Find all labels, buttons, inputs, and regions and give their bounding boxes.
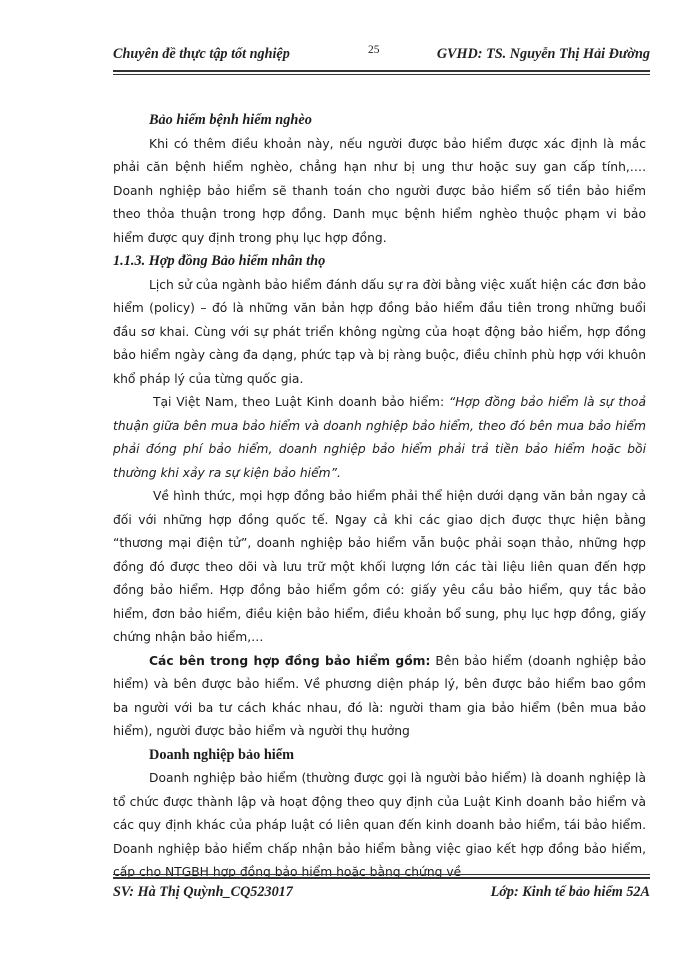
header-rule-thin — [113, 74, 650, 75]
parties-lead: Các bên trong hợp đồng bảo hiểm gồm: — [149, 653, 431, 668]
page-footer — [113, 884, 650, 904]
paragraph-parties — [113, 650, 646, 744]
page-body — [113, 109, 646, 885]
paragraph-critical-illness: Khi có thêm điều khoản này, nếu người được bảo hiểm được xác định là mắc phải căn bệnh hiểm nghèo, chẳng hạn như bị ung thư hoặc suy gan cấp tính,…. Doanh nghiệp bảo hiểm sẽ thanh toán cho người được bảo hiểm số tiền bảo hiểm theo thỏa thuận trong hợp đồng. Danh mục bệnh hiểm nghèo thuộc phạm vi bảo hiểm được quy định trong phụ lục hợp đồng. — [113, 136, 646, 245]
page-header — [113, 46, 650, 68]
parties-rest: Bên bảo hiểm (doanh nghiệp bảo hiểm) và bên được bảo hiểm. Về phương diện pháp lý, bên được bảo hiểm bao gồm ba người với ba tư cách khác nhau, đó là: người tham gia bảo hiểm (bên mua bảo hiểm), người được bảo hiểm và người thụ hưởng — [113, 653, 647, 738]
law-quote: “Hợp đồng bảo hiểm là sự thoả thuận giữa bên mua bảo hiểm và doanh nghiệp bảo hiểm, theo đó bên mua bảo hiểm phải đóng phí bảo hiểm, doanh nghiệp bảo hiểm phải trả tiền bảo hiểm hoặc bồi thường khi xảy ra sự kiện bảo hiểm”. — [113, 395, 646, 480]
page-number: 25 — [368, 44, 380, 56]
footer-class: Lớp: Kinh tế bảo hiểm 52A — [490, 884, 650, 900]
footer-student: SV: Hà Thị Quỳnh_CQ523017 — [113, 884, 293, 900]
section-heading: 1.1.3. Hợp đồng Bảo hiểm nhân thọ — [113, 253, 326, 269]
header-rule-thick — [113, 70, 650, 72]
paragraph-form: Về hình thức, mọi hợp đồng bảo hiểm phải thể hiện dưới dạng văn bản ngay cả đối với những hợp đồng quốc tế. Ngay cả khi các giao dịch được thực hiện bằng “thương mại điện tử”, doanh nghiệp bảo hiểm vẫn buộc phải soạn thảo, những hợp đồng đó được theo dõi và lưu trữ một khối lượng lớn các tài liệu liên quan đến hợp đồng bảo hiểm. Hợp đồng bảo hiểm gồm có: giấy yêu cầu bảo hiểm, quy tắc bảo hiểm, đơn bảo hiểm, điều kiện bảo hiểm, điều khoản bổ sung, phụ lục hợp đồng, giấy chứng nhận bảo hiểm,… — [113, 489, 646, 644]
paragraph-vietnam — [113, 391, 646, 485]
footer-rule-thin — [113, 874, 650, 875]
vietnam-lead: Tại Việt Nam, theo Luật Kinh doanh bảo hiểm: — [153, 395, 449, 409]
heading-insurer: Doanh nghiệp bảo hiểm — [149, 746, 294, 763]
header-advisor: GVHD: TS. Nguyễn Thị Hải Đường — [436, 46, 650, 62]
footer-rule-thick — [113, 877, 650, 879]
header-title: Chuyên đề thực tập tốt nghiệp — [113, 46, 290, 62]
paragraph-history: Lịch sử của ngành bảo hiểm đánh dấu sự ra đời bằng việc xuất hiện các đơn bảo hiểm (policy) – đó là những văn bản hợp đồng bảo hiểm đầu tiên trong những buổi đầu sơ khai. Cùng với sự phát triển không ngừng của hoạt động bảo hiểm, hợp đồng bảo hiểm ngày càng đa dạng, phức tạp và bị ràng buộc, điều chỉnh phù hợp với khuôn khổ pháp lý của từng quốc gia. — [113, 277, 646, 386]
paragraph-insurer: Doanh nghiệp bảo hiểm (thường được gọi là người bảo hiểm) là doanh nghiệp là tổ chức được thành lập và hoạt động theo quy định của Luật Kinh doanh bảo hiểm và các quy định khác của pháp luật có liên quan đến kinh doanh bảo hiểm, tái bảo hiểm. Doanh nghiệp bảo hiểm chấp nhận bảo hiểm bằng việc giao kết hợp đồng bảo hiểm, cấp cho NTGBH hợp đồng bảo hiểm hoặc bằng chứng về — [113, 771, 646, 879]
heading-critical-illness: Bảo hiểm bệnh hiểm nghèo — [149, 112, 312, 128]
